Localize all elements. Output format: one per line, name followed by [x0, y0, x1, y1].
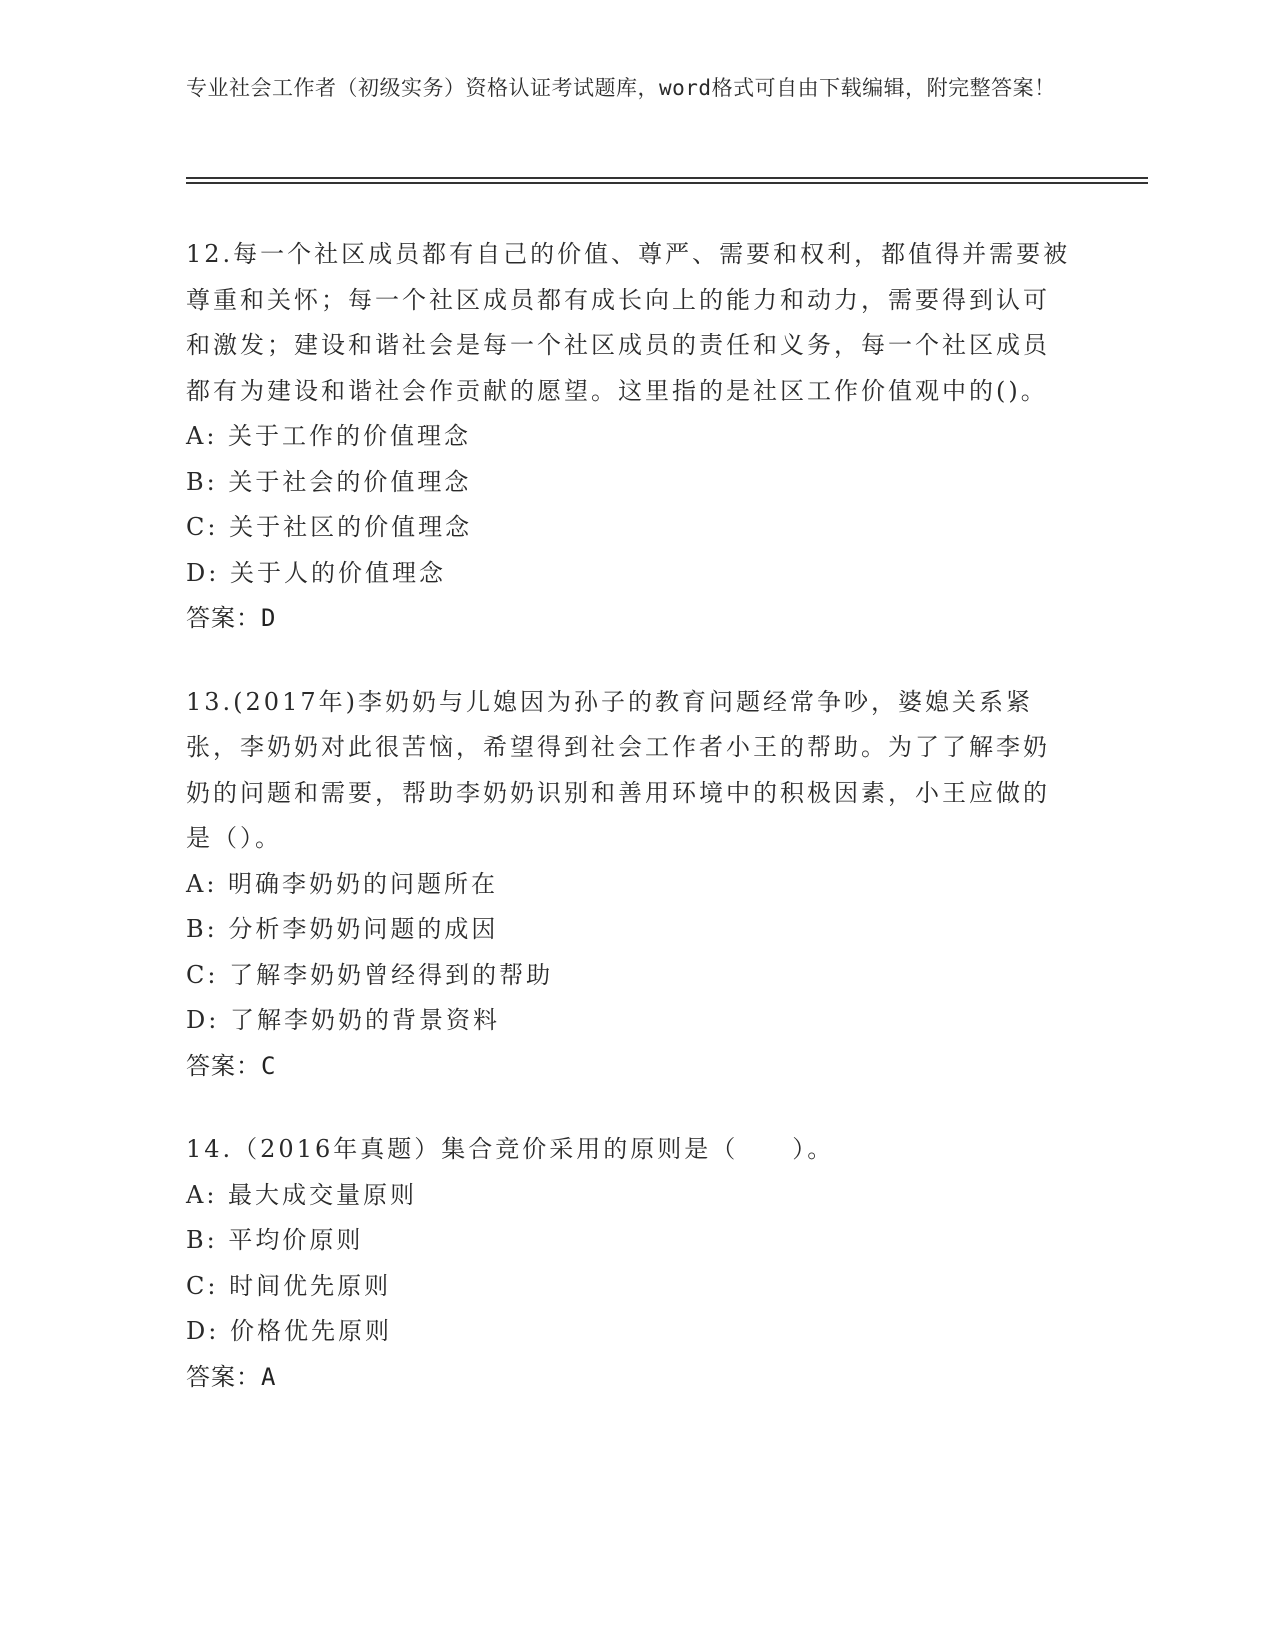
answer-line: 答案：D	[186, 604, 277, 632]
question-stem: 14.（2016年真题）集合竞价采用的原则是（ ）。	[186, 1135, 835, 1163]
option-a: A: 关于工作的价值理念	[186, 422, 472, 450]
question-stem: 13.(2017年)李奶奶与儿媳因为孙子的教育问题经常争吵，婆媳关系紧张，李奶奶对此很苦恼，希望得到社会工作者小王的帮助。为了了解李奶奶的问题和需要，帮助李奶奶识别和善用环境中的积极因素，小王应做的是（）。	[186, 687, 1050, 852]
option-c: C: 关于社区的价值理念	[186, 513, 473, 541]
option-a: A: 最大成交量原则	[186, 1180, 418, 1209]
question-stem: 12.每一个社区成员都有自己的价值、尊严、需要和权利，都值得并需要被尊重和关怀；每一个社区成员都有成长向上的能力和动力，需要得到认可和激发；建设和谐社会是每一个社区成员的责任和义务，每一个社区成员都有为建设和谐社会作贡献的愿望。这里指的是社区工作价值观中的()。	[186, 240, 1071, 405]
question-12	[186, 232, 1076, 642]
option-b: B: 关于社会的价值理念	[186, 467, 472, 496]
option-c: C: 了解李奶奶曾经得到的帮助	[186, 960, 554, 989]
answer-line: 答案：C	[186, 1051, 277, 1080]
option-d: D: 了解李奶奶的背景资料	[186, 1006, 500, 1034]
option-a: A: 明确李奶奶的问题所在	[186, 869, 499, 898]
option-c: C: 时间优先原则	[186, 1271, 392, 1300]
answer-line: 答案：A	[186, 1362, 277, 1391]
question-13	[186, 680, 1076, 1090]
option-d: D: 价格优先原则	[186, 1317, 392, 1345]
question-list	[186, 232, 1076, 1438]
option-b: B: 分析李奶奶问题的成因	[186, 915, 499, 943]
header-rule-bottom	[186, 182, 1148, 184]
option-b: B: 平均价原则	[186, 1226, 364, 1254]
option-d: D: 关于人的价值理念	[186, 558, 446, 587]
header-title: 专业社会工作者（初级实务）资格认证考试题库，word格式可自由下载编辑，附完整答案！	[186, 76, 1056, 100]
document-header	[186, 72, 1086, 104]
question-14	[186, 1127, 1076, 1400]
header-rule-top	[186, 177, 1148, 179]
